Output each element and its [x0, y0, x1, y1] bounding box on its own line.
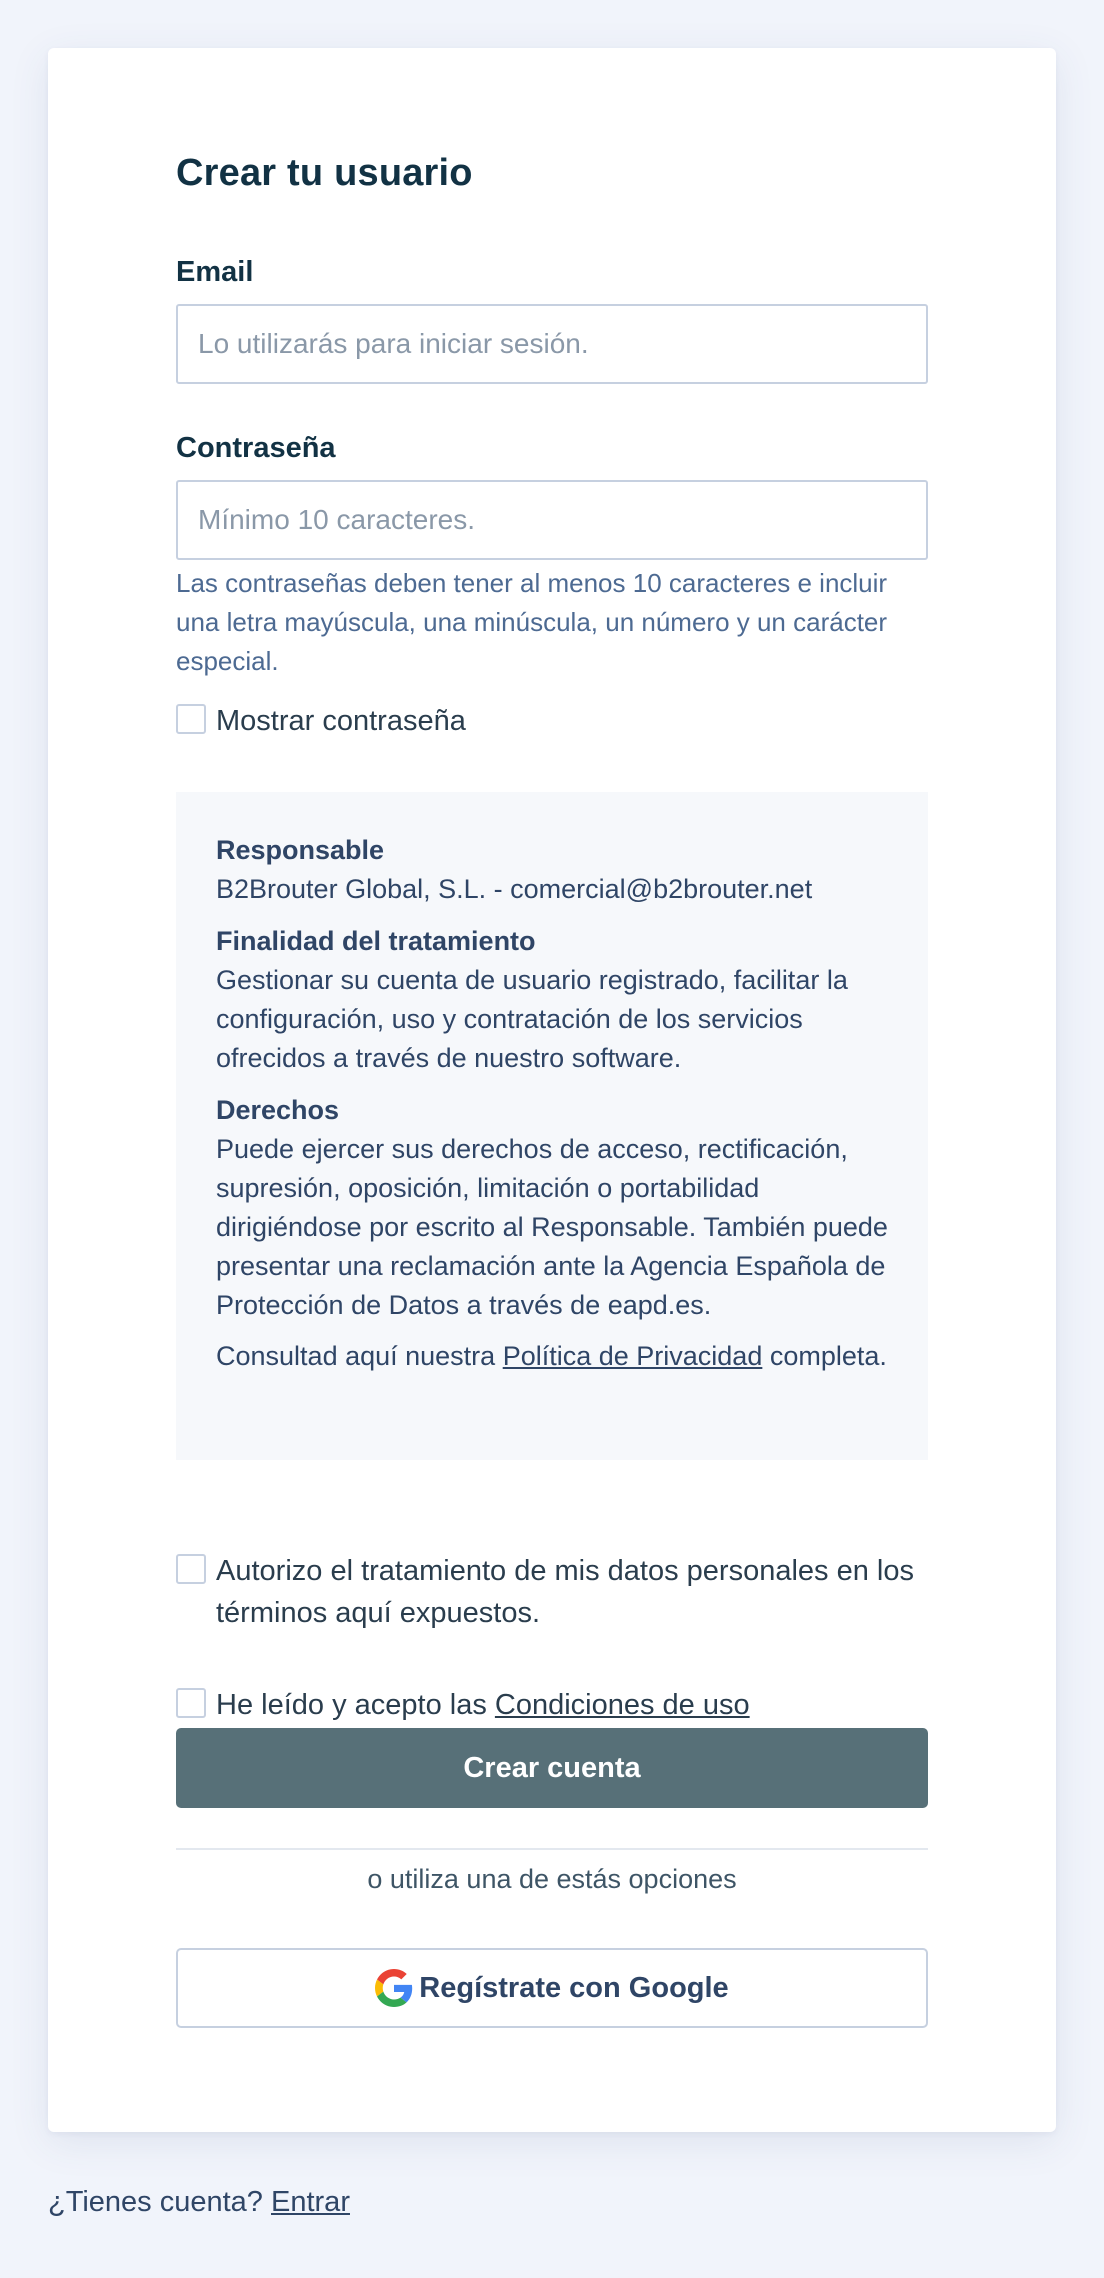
policy-suffix: completa.	[762, 1341, 887, 1371]
create-account-button[interactable]: Crear cuenta	[176, 1728, 928, 1808]
responsable-text: B2Brouter Global, S.L. - comercial@b2brouter.net	[216, 874, 813, 904]
password-label: Contraseña	[176, 432, 336, 464]
password-field[interactable]	[176, 480, 928, 560]
derechos-text: Puede ejercer sus derechos de acceso, rectificación, supresión, oposición, limitación o portabilidad dirigiéndose por escrito al Responsable. También puede presentar una reclamación ante la Agencia Española de Protección de Datos a través de eapd.es.	[216, 1134, 888, 1320]
email-field[interactable]	[176, 304, 928, 384]
privacy-policy-line	[216, 1337, 888, 1376]
terms-of-use-link[interactable]: Condiciones de uso	[494, 1689, 750, 1721]
terms-prefix: He leído y acepto las	[216, 1689, 495, 1721]
google-signup-label: Regístrate con Google	[419, 1971, 729, 2004]
terms-label	[216, 1684, 750, 1726]
options-divider	[176, 1848, 928, 1850]
google-signup-button[interactable]	[176, 1948, 928, 2028]
authorize-data-checkbox[interactable]	[176, 1554, 206, 1584]
terms-checkbox[interactable]	[176, 1688, 206, 1718]
derechos-heading: Derechos	[216, 1095, 340, 1125]
privacy-info-box	[176, 792, 928, 1460]
login-question: ¿Tienes cuenta?	[48, 2186, 271, 2218]
authorize-data-label: Autorizo el tratamiento de mis datos personales en los términos aquí expuestos.	[216, 1555, 914, 1629]
show-password-checkbox[interactable]	[176, 704, 206, 734]
policy-prefix: Consultad aquí nuestra	[216, 1341, 503, 1371]
alternative-options-text: o utiliza una de estás opciones	[367, 1864, 737, 1894]
email-label: Email	[176, 256, 254, 288]
login-link[interactable]: Entrar	[271, 2186, 350, 2218]
signup-card	[48, 48, 1056, 2132]
finalidad-heading: Finalidad del tratamiento	[216, 926, 536, 956]
finalidad-text: Gestionar su cuenta de usuario registrado, facilitar la configuración, uso y contratación de los servicios ofrecidos a través de nuestro software.	[216, 965, 848, 1073]
privacy-policy-link[interactable]: Política de Privacidad	[502, 1341, 763, 1371]
password-hint: Las contraseñas deben tener al menos 10 caracteres e incluir una letra mayúscula, una minúscula, un número y un carácter especial.	[176, 568, 888, 676]
authorize-data-row[interactable]	[176, 1550, 928, 1634]
responsable-heading: Responsable	[216, 835, 385, 865]
login-prompt	[48, 2186, 350, 2219]
google-g-icon	[375, 1969, 413, 2007]
show-password-label: Mostrar contraseña	[216, 705, 466, 737]
page-title: Crear tu usuario	[176, 152, 473, 194]
terms-row[interactable]	[176, 1684, 928, 1726]
show-password-row[interactable]	[176, 700, 928, 742]
